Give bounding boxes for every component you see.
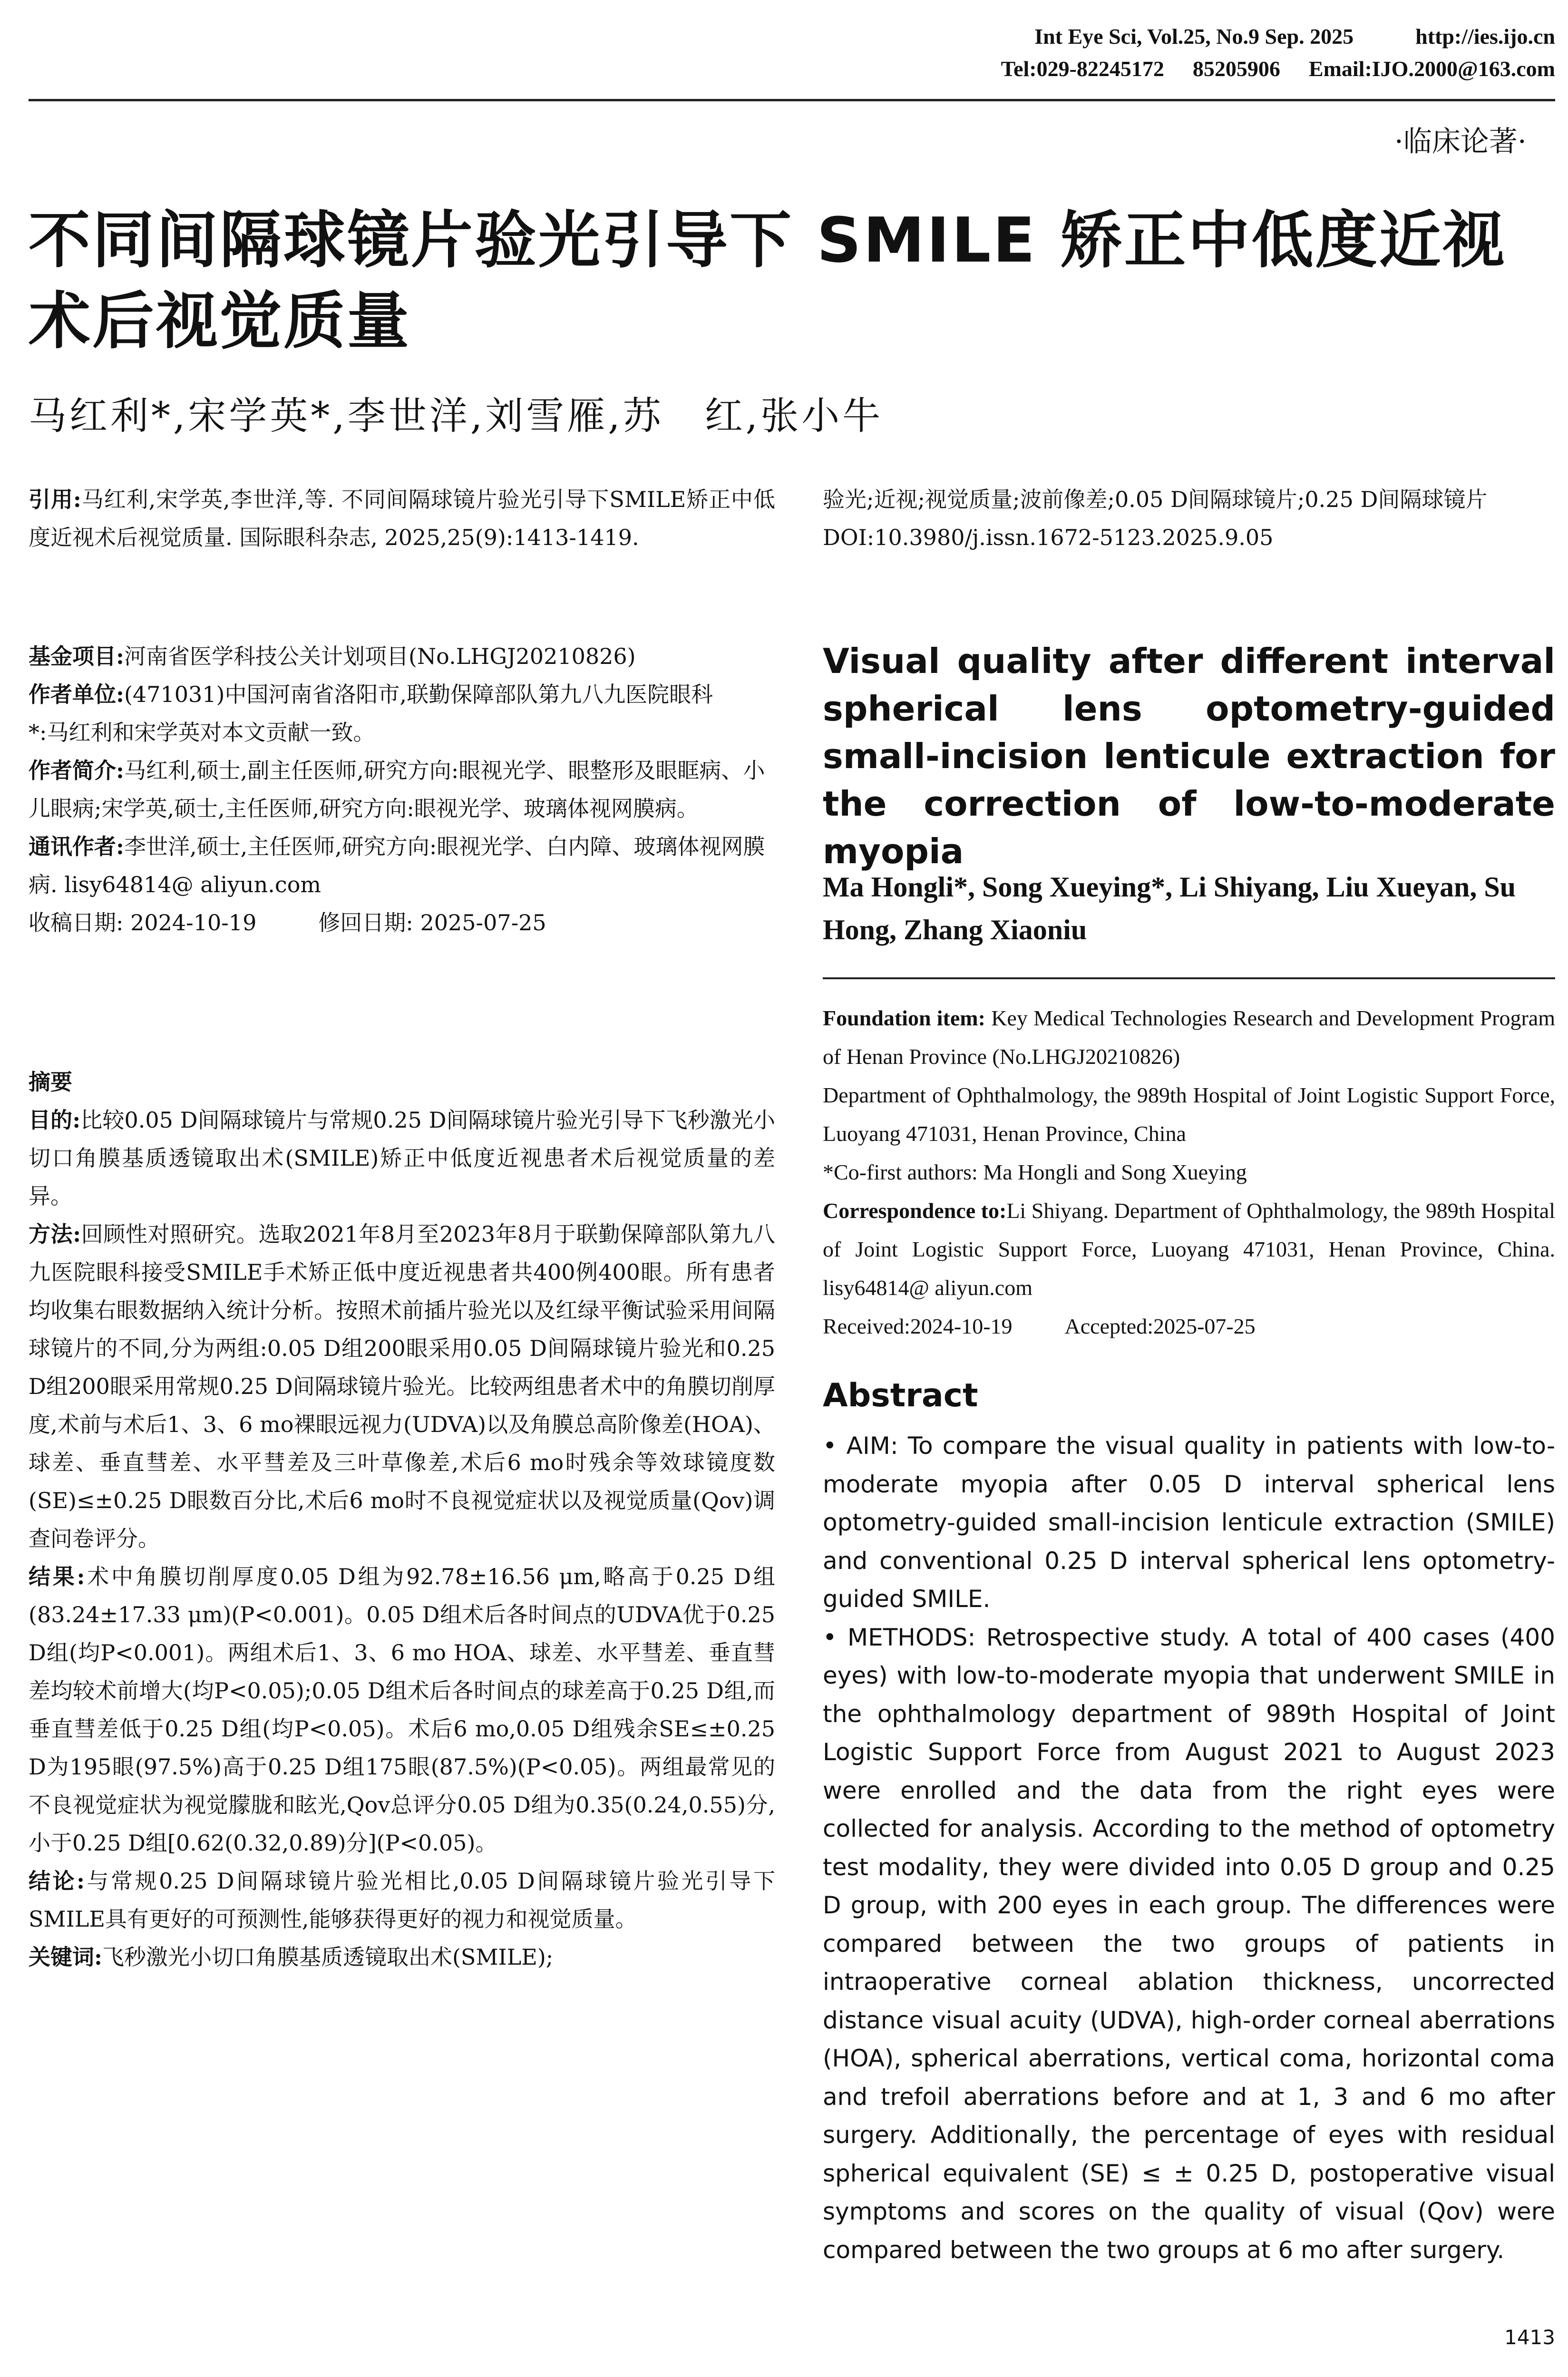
authors-en: Ma Hongli*, Song Xueying*, Li Shiyang, Liu Xueyan, Su Hong, Zhang Xiaoniu [823,871,1516,945]
journal-email[interactable]: Email:IJO.2000@163.com [1308,57,1555,81]
journal-info: Int Eye Sci, Vol.25, No.9 Sep. 2025 [1034,24,1354,49]
authors-cn: 马红利*,宋学英*,李世洋,刘雪雁,苏 红,张小牛 [29,394,884,438]
title-cn: 不同间隔球镜片验光引导下 SMILE 矫正中低度近视术后视觉质量 [29,204,1507,357]
section-tag: ·临床论著· [1394,125,1527,158]
unit-cn: 作者单位:(471031)中国河南省洛阳市,联勤保障部队第九八九医院眼科 [29,682,713,707]
keywords-continuation [823,480,1555,556]
title-en: Visual quality after different interval spherical lens optometry-guided small-incision lenticule extraction for the correction of low-to-moderate myopia [823,641,1555,871]
abstract-cn-methods: 方法:回顾性对照研究。选取2021年8月至2023年8月于联勤保障部队第九八九医院眼科接受SMILE手术矫正低中度近视患者共400例400眼。所有患者均收集右眼数据纳入统计分析。按照术前插片验光以及红绿平衡试验采用间隔球镜片的不同,分为两组:0.05 D组200眼采用0.05 D间隔球镜片验光和0.25 D组200眼采用常规0.25 D间隔球镜片验光。比较两组患者术中的角膜切削厚度,术前与术后1、3、6 mo裸眼远视力(UDVA)以及角膜总高阶像差(HOA)、球差、垂直彗差、水平彗差及三叶草像差,术后6 mo时残余等效球镜度数(SE)≤±0.25 D眼数百分比,术后6 mo时不良视觉症状以及视觉质量(Qov)调查问卷评分。 [29,1221,775,1551]
corr-en: Correspondence to:Li Shiyang. Department of Ophthalmology, the 989th Hospital of Joint Logistic Support Force, Luoyang 471031, Henan Province, China. lisy64814@ aliyun.com [823,1198,1555,1300]
journal-url[interactable]: http://ies.ijo.cn [1415,24,1555,49]
abstract-cn-aim: 目的:比较0.05 D间隔球镜片与常规0.25 D间隔球镜片验光引导下飞秒激光小切口角膜基质透镜取出术(SMILE)矫正中低度近视患者术后视觉质量的差异。 [29,1107,775,1209]
citation [29,480,775,556]
cofirst-en: *Co-first authors: Ma Hongli and Song Xueying [823,1160,1247,1184]
dates-en: Received:2024-10-19 Accepted:2025-07-25 [823,1314,1256,1338]
abstract-en-aim: • AIM: To compare the visual quality in patients with low-to-moderate myopia after 0.05 D interval spherical lens optometry-guided small-incision lenticule extraction (SMILE) and conventional 0.25 D interval spherical lens optometry-guided SMILE. [823,1432,1555,1613]
abstract-en [823,1427,1555,2269]
equal-contribution-cn: *:马红利和宋学英对本文贡献一致。 [29,720,375,745]
header-rule [29,99,1555,101]
authors-rule [823,977,1555,979]
fund-cn: 基金项目:河南省医学科技公关计划项目(No.LHGJ20210826) [29,643,636,669]
abstract-cn-keywords: 关键词:飞秒激光小切口角膜基质透镜取出术(SMILE); [29,1944,554,1970]
journal-tel: Tel:029-82245172 [1001,57,1164,81]
abstract-cn-conclusion: 结论:与常规0.25 D间隔球镜片验光相比,0.05 D间隔球镜片验光引导下SMILE具有更好的可预测性,能够获得更好的视力和视觉质量。 [29,1868,775,1932]
bio-cn: 作者简介:马红利,硕士,副主任医师,研究方向:眼视光学、眼整形及眼眶病、小儿眼病;宋学英,硕士,主任医师,研究方向:眼视光学、玻璃体视网膜病。 [29,758,765,821]
running-header-line2 [808,56,1555,81]
citation-label: 引用: [29,487,81,512]
citation-text: 马红利,宋学英,李世洋,等. 不同间隔球镜片验光引导下SMILE矫正中低度近视术后视觉质量. 国际眼科杂志, 2025,25(9):1413-1419. [29,487,775,550]
dates-cn: 收稿日期: 2024-10-19 修回日期: 2025-07-25 [29,910,546,935]
abstract-cn-results: 结果:术中角膜切削厚度0.05 D组为92.78±16.56 μm,略高于0.25 D组(83.24±17.33 μm)(P<0.001)。0.05 D组术后各时间点的UDVA优于0.25 D组(均P<0.001)。两组术后1、3、6 mo HOA、球差、水平彗差、垂直彗差均较术前增大(均P<0.05);0.05 D组术后各时间点的球差高于0.25 D组,而垂直彗差低于0.25 D组(均P<0.05)。术后6 mo,0.05 D组残余SE≤±0.25 D为195眼(97.5%)高于0.25 D组175眼(87.5%)(P<0.05)。两组最常见的不良视觉症状为视觉朦胧和眩光,Qov总评分0.05 D组为0.35(0.24,0.55)分,小于0.25 D组[0.62(0.32,0.89)分](P<0.05)。 [29,1564,775,1856]
abstract-cn-heading: 摘要 [29,1069,72,1095]
journal-tel2: 85205906 [1192,57,1280,81]
article-metadata-en [823,999,1555,1345]
dept-en: Department of Ophthalmology, the 989th Hospital of Joint Logistic Support Force, Luoyang 471031, Henan Province, China [823,1083,1555,1146]
abstract-en-methods: • METHODS: Retrospective study. A total of 400 cases (400 eyes) with low-to-moderate myopia that underwent SMILE in the ophthalmology department of 989th Hospital of Joint Logistic Support Force from August 2021 to August 2023 were enrolled and the data from the right eyes were collected for analysis. According to the method of optometry test modality, they were divided into 0.05 D group and 0.25 D group, with 200 eyes in each group. The differences were compared between the two groups of patients in intraoperative corneal ablation thickness, uncorrected distance visual acuity (UDVA), high-order corneal aberrations (HOA), spherical aberrations, vertical coma, horizontal coma and trefoil aberrations before and at 1, 3 and 6 mo after surgery. Additionally, the percentage of eyes with residual spherical equivalent (SE) ≤ ± 0.25 D, postoperative visual symptoms and scores on the quality of visual (Qov) were compared between the two groups at 6 mo after surgery. [823,1623,1555,2264]
doi[interactable]: DOI:10.3980/j.issn.1672-5123.2025.9.05 [823,525,1274,550]
fund-en: Foundation item: Key Medical Technologies Research and Development Program of Henan Province (No.LHGJ20210826) [823,1006,1555,1069]
corr-cn: 通讯作者:李世洋,硕士,主任医师,研究方向:眼视光学、白内障、玻璃体视网膜病. lisy64814@ aliyun.com [29,834,765,897]
article-metadata-cn [29,637,775,942]
abstract-cn [29,1063,775,1976]
running-header-line1 [856,24,1555,49]
abstract-en-heading: Abstract [823,1377,978,1414]
keywords-cont-text: 验光;近视;视觉质量;波前像差;0.05 D间隔球镜片;0.25 D间隔球镜片 [823,487,1488,512]
page-number: 1413 [1504,2326,1555,2349]
